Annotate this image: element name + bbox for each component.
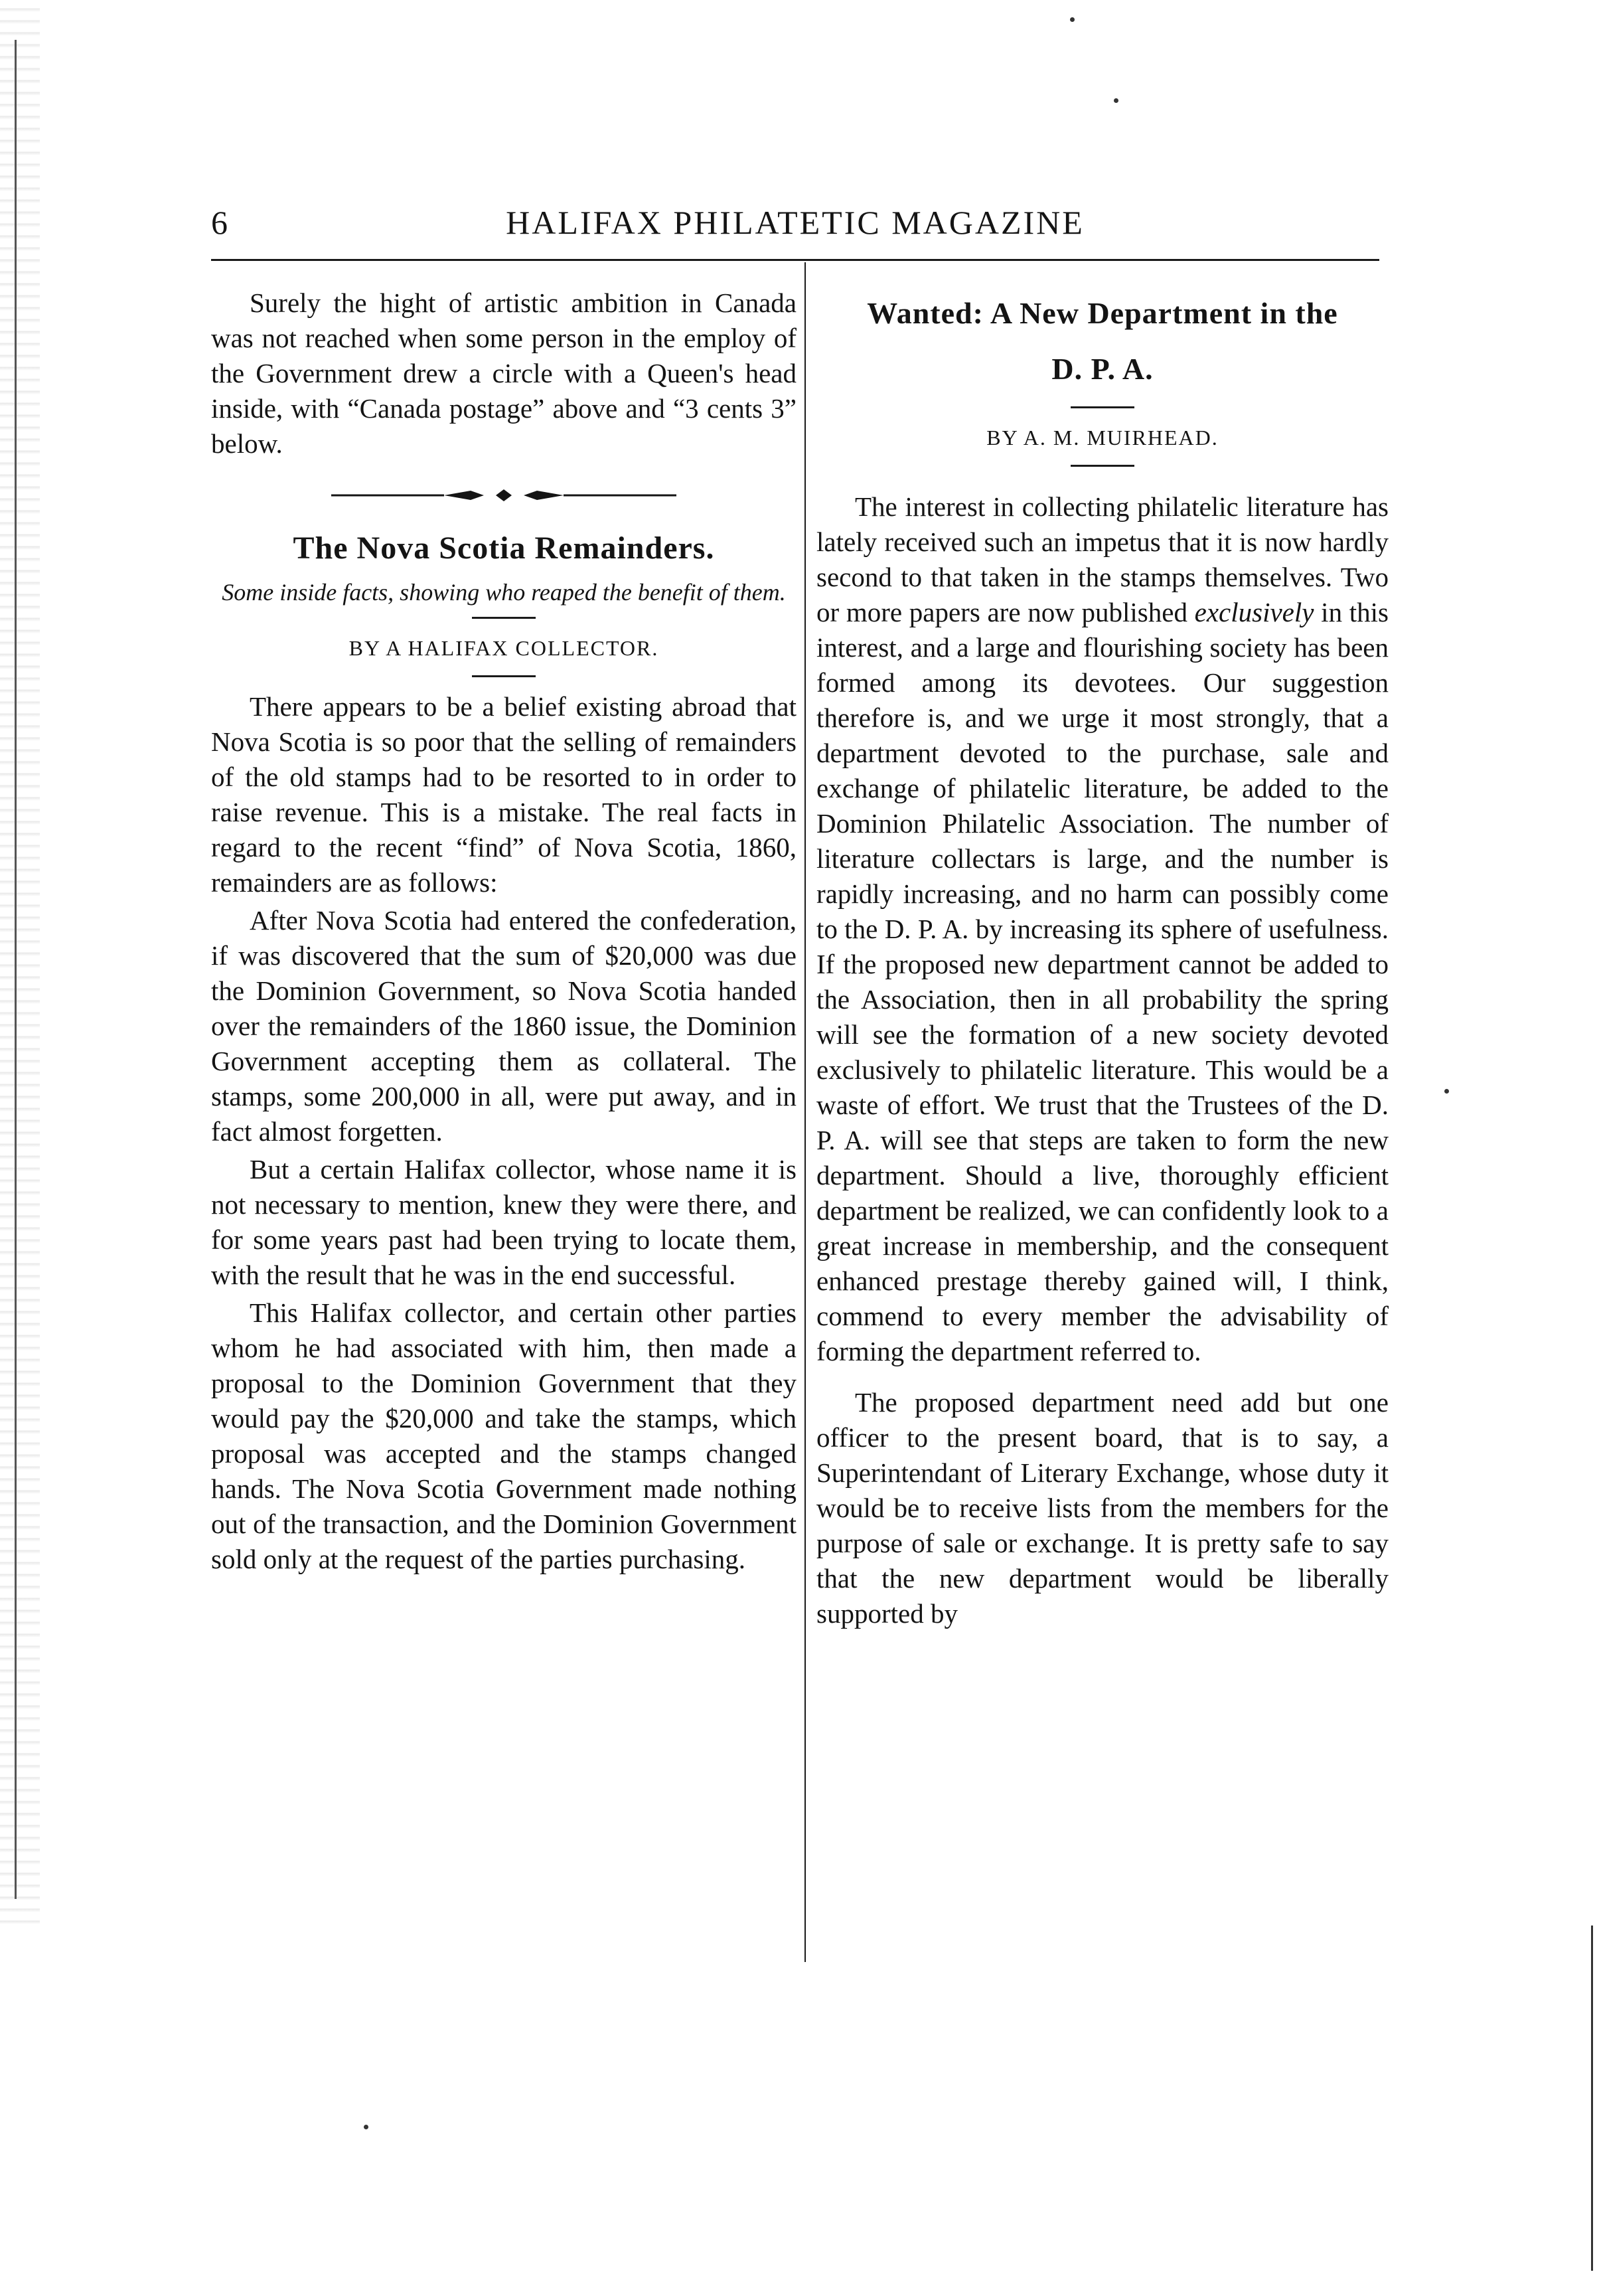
- ink-speck: [1070, 17, 1075, 22]
- short-rule: [1071, 465, 1134, 467]
- left-column: [211, 286, 797, 1580]
- page-edge-line-right: [1591, 1926, 1593, 2271]
- article-title-line: D. P. A.: [1051, 352, 1154, 386]
- dash-and-diamond-ornament-icon: [331, 485, 676, 505]
- article-title-line: Wanted: A New Department in the: [867, 296, 1338, 330]
- ink-speck: [364, 2125, 368, 2129]
- page-number: 6: [211, 204, 228, 241]
- article-paragraph: [816, 489, 1389, 1369]
- page-edge-line: [15, 40, 17, 1899]
- article-byline: BY A. M. MUIRHEAD.: [986, 426, 1219, 450]
- right-column: [816, 286, 1389, 1634]
- article-paragraph: There appears to be a belief existing abroad that Nova Scotia is so poor that the selling of remainders of the old stamps had to be resorted to in order to raise revenue. This is a mistake. The real facts in regard to the recent “find” of Nova Scotia, 1860, remainders are as follows:: [211, 691, 797, 898]
- emphasized-text: exclusively: [1194, 597, 1314, 627]
- paragraph-gap: [816, 1372, 1389, 1385]
- column-divider: [804, 262, 806, 1962]
- page-edge-shadow: [0, 0, 40, 1926]
- paragraph-text: The interest in collecting philatelic literature has lately received such an impetus that it is now hardly second to that taken in the stamps themselves. Two or more papers are now published: [816, 491, 1389, 627]
- article-paragraph: After Nova Scotia had entered the confederation, if was discovered that the sum of $20,000 was due the Dominion Government, so Nova Scotia handed over the remainders of the 1860 issue, the Dominion Government accepting them as collateral. The stamps, some 200,000 in all, were put away, and in fact almost forgetten.: [211, 905, 797, 1147]
- article-title-nova-scotia: The Nova Scotia Remainders.: [293, 531, 715, 566]
- article-paragraph: But a certain Halifax collector, whose name it is not necessary to mention, knew they were there, and for some years past had been trying to locate them, with the result that he was in the end successful.: [211, 1154, 797, 1290]
- header-rule: [211, 259, 1379, 261]
- running-title: HALIFAX PHILATETIC MAGAZINE: [506, 204, 1085, 241]
- article-paragraph: The proposed department need add but one officer to the present board, that is to say, a Superintendant of Literary Exchange, whose duty it would be to receive lists from the members for the purpose of sale or exchange. It is pretty safe to say that the new department would be liberally supported by: [816, 1387, 1389, 1629]
- article-title-wanted: [816, 286, 1389, 397]
- article-deck: Some inside facts, showing who reaped the benefit of them.: [222, 579, 786, 606]
- article-paragraph: This Halifax collector, and certain other parties whom he had associated with him, then made a proposal to the Dominion Government that they would pay the $20,000 and take the stamps, which proposal was accepted and the stamps changed hands. The Nova Scotia Government made nothing out of the transaction, and the Dominion Government sold only at the request of the parties purchasing.: [211, 1297, 797, 1574]
- ink-speck: [1114, 98, 1118, 103]
- intro-paragraph: Surely the hight of artistic ambition in Canada was not reached when some person in the employ of the Government drew a circle with a Queen's head inside, with “Canada postage” above and “3 cents 3” below.: [211, 287, 797, 459]
- short-rule: [472, 617, 536, 619]
- page-header: [211, 199, 1379, 252]
- paragraph-text: in this interest, and a large and flourishing society has been formed among its devotees. Our suggestion therefore is, and we urge it most strongly, that a department devoted to the purchase, sale and exchange of philatelic literature, be added to the Dominion Philatelic Association. The number of literature collectars is large, and the number is rapidly increasing, and no harm can possibly come to the D. P. A. by increasing its sphere of usefulness. If the proposed new department cannot be added to the Association, then in all probability the spring will see the formation of a new society devoted exclusively to philatelic literature. This would be a waste of effort. We trust that the Trustees of the D. P. A. will see that steps are taken to form the new department. Should a live, thoroughly efficient department be realized, we can confidently look to a great increase in membership, and the consequent enhanced prestage thereby gained will, I think, commend to every member the advisability of forming the department referred to.: [816, 597, 1389, 1366]
- ink-speck: [1444, 1089, 1449, 1094]
- article-byline: BY A HALIFAX COLLECTOR.: [348, 636, 659, 660]
- short-rule: [1071, 406, 1134, 408]
- short-rule: [472, 675, 536, 677]
